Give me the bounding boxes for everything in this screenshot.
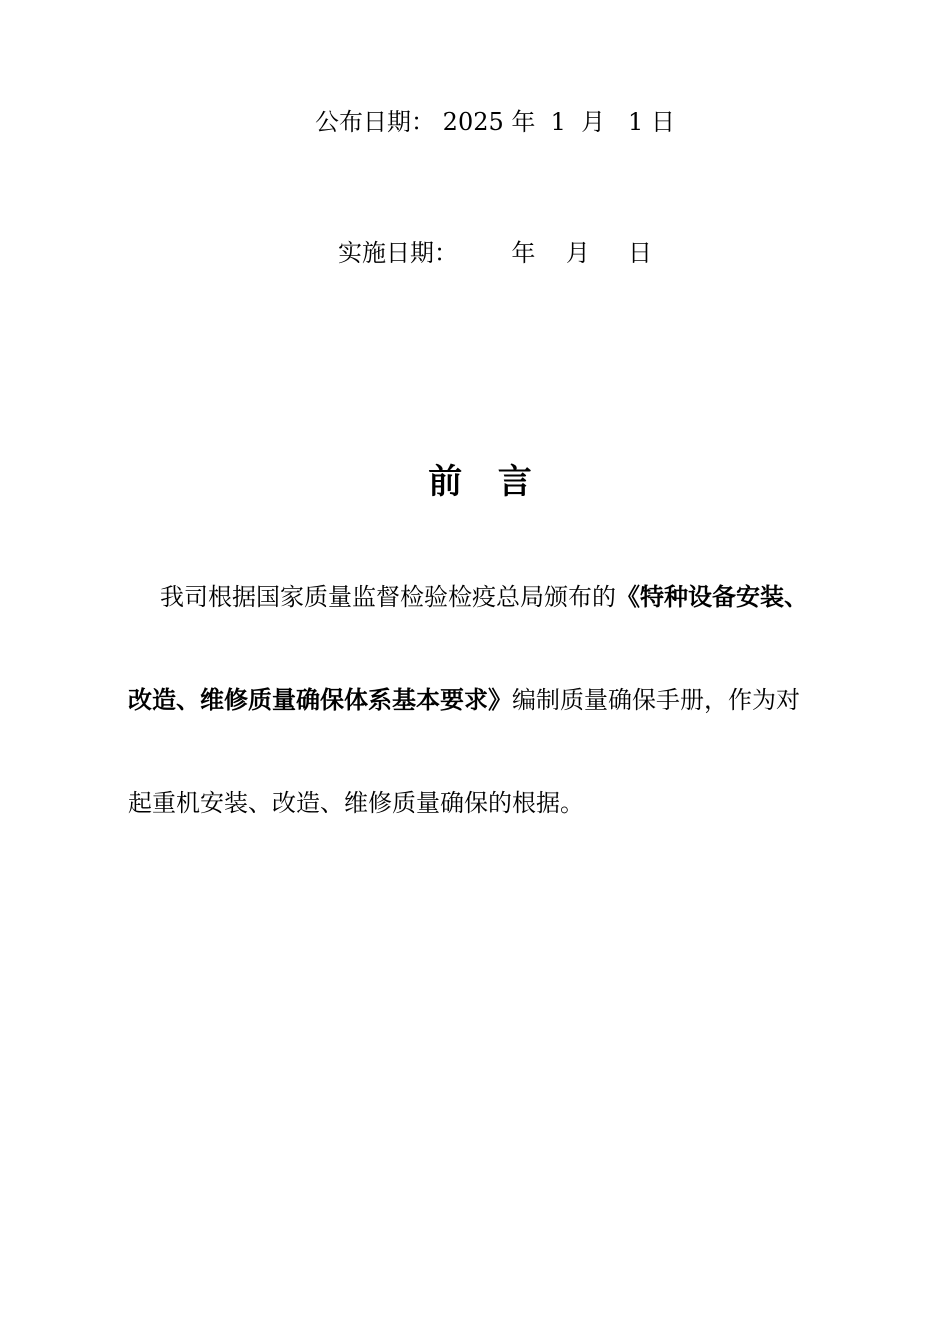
preface-paragraph-line-3: 起重机安装、改造、维修质量确保的根据。 (128, 789, 584, 817)
preface-paragraph-line-1 (160, 581, 900, 613)
standard-title-part-1: 《特种设备安装、 (616, 582, 808, 611)
preface-paragraph-line-2 (128, 684, 868, 716)
publish-date: 公布日期： 2025 年 1 月 1 日 (315, 108, 675, 136)
preface-title: 前 言 (428, 462, 532, 502)
effective-date: 实施日期： 年 月 日 (337, 239, 653, 267)
preface-text: 编制质量确保手册，作为对 (512, 686, 800, 714)
standard-title-part-2: 改造、维修质量确保体系基本要求》 (128, 685, 512, 714)
preface-text: 我司根据国家质量监督检验检疫总局颁布的 (160, 583, 616, 611)
